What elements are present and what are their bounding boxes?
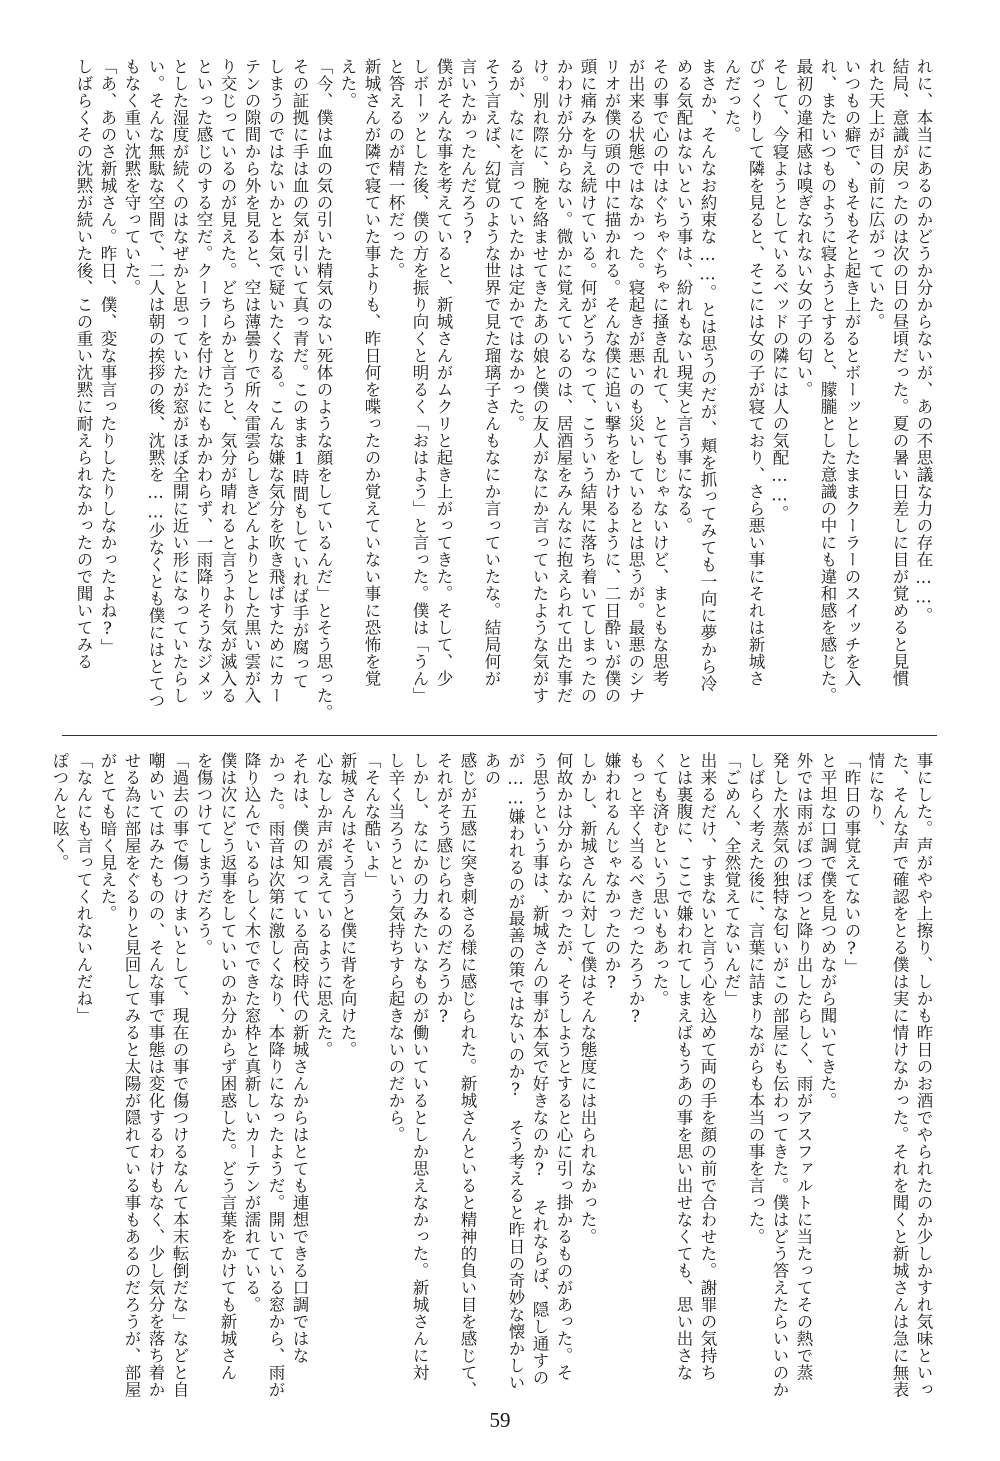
upper-text-line: といった感じのする空だ。クーラーを付けたにもかかわらず、一雨降りそうなジメッ [194, 58, 213, 704]
upper-text-line: 僕がそんな事を考えていると、新城さんがムクリと起き上がってきた。そして、少 [434, 58, 453, 687]
upper-text-line: 頭に痛みを与え続けている。何がどうなって、こういう結果に落ち着いてしまったの [578, 58, 597, 704]
upper-text-line: かわけが分からない。微かに覚えているのは、居酒屋をみんなに抱えられて出た事だ [554, 58, 573, 704]
lower-text-line: 「そんな酷いよ」 [362, 752, 381, 888]
upper-text-line: とした湿度が続くのはなぜかと思っていたが窓がほぼ全開に近い形になっていたらし [170, 58, 189, 704]
lower-text-line: 何故かは分からなかったが、そうしようとすると心に引っ掛かるものがあった。そ [554, 752, 573, 1381]
lower-text-line: しばらく考えた後に、言葉に詰まりながらも本当の事を言った。 [746, 752, 765, 1245]
upper-text-line: まさか、そんなお約束な……。とは思うのだが、頬を抓ってみても一向に夢から冷 [698, 58, 717, 692]
upper-text-line: 最初の違和感は嗅ぎなれない女の子の匂い。 [794, 58, 813, 398]
lower-text-line: 嘲めいてはみたものの、そんな事で事態は変化するわけもなく、少し気分を落ち着か [146, 752, 165, 1398]
upper-text-line: れ、またいつものように寝ようとすると、朦朧とした意識の中にも違和感を感じた。 [818, 58, 837, 704]
lower-text-line: 発した水蒸気の独特な匂いがこの部屋にも伝わってきた。僕はどう答えたらいいのか [770, 752, 789, 1398]
lower-text-line: 僕は次にどう返事をしていいのか分からず困惑した。どう言葉をかけても新城さん [218, 752, 237, 1381]
upper-text-line: しボーッとした後、僕の方を振り向くと明るく「おはよう」と言った。僕は「うん」 [410, 58, 429, 704]
upper-text-line: と答えるのが精一杯だった。 [386, 58, 405, 279]
upper-text-line: そして、今寝ようとしているベッドの隣には人の気配……。 [770, 58, 789, 522]
lower-text-line: ぽつんと呟く。 [50, 752, 69, 871]
lower-text-line: 感じが五感に突き刺さる様に感じられた。新城さんといると精神的負い目を感じて、 [458, 752, 477, 1398]
lower-text-line: しかし、なにかの力みたいなものが働いているとしか思えなかった。新城さんに対 [410, 752, 429, 1381]
lower-text-line: 情になり、 [866, 752, 885, 837]
upper-text-line: い。そんな無駄な空間で、二人は朝の挨拶の後、沈黙を……少なくとも僕にはとてつ [146, 58, 165, 709]
upper-text-line: しまうのではないかと本気で疑いたくなる。こんな嫌な気分を吹き飛ばすためにカー [266, 58, 285, 704]
lower-text-line: がとても暗く見えた。 [98, 752, 117, 922]
lower-text-line: それがそう感じられるのだろうか? [434, 752, 453, 1027]
upper-text-line: しばらくその沈黙が続いた後、この重い沈黙に耐えられなかったので聞いてみる [74, 58, 93, 670]
upper-text-line: もなく重い沈黙を守っていた。 [122, 58, 141, 296]
lower-text-line: 「昨日の事覚えてないの?」 [842, 752, 861, 976]
lower-text-line: かった。雨音は次第に激しくなり、本降りになったようだ。開いている窓から、雨が [266, 752, 285, 1398]
lower-text-line: 心なしか声が震えているように思えた。 [314, 752, 333, 1058]
lower-text-line: う思うという事は、新城さんの事が本気で好きなのか? それならば、隠し通すの [530, 752, 549, 1386]
lower-text-line: た、そんな声で確認をとる僕は実に情けなかった。それを聞くと新城さんは急に無表 [890, 752, 909, 1398]
lower-text-line: それは、僕の知っている高校時代の新城さんからはとても連想できる口調ではな [290, 752, 309, 1364]
upper-text-line: テンの隙間から外を見ると、空は薄曇りで所々雷雲らしきどんよりとした黒い雲が入 [242, 58, 261, 704]
lower-text-line: くても済むという思いもあった。 [650, 752, 669, 1007]
lower-text-line: 「過去の事で傷つけまいとして、現在の事で傷つけるなんて本末転倒だな」などと自 [170, 752, 189, 1398]
upper-text-block [62, 58, 935, 730]
lower-text-line: 外では雨がぽつぽつと降り出したらしく、雨がアスファルトに当たってその熱で蒸 [794, 752, 813, 1381]
upper-text-line: り交じっているのが見えた。どちらかと言うと、気分が晴れると言うより気が滅入る [218, 58, 237, 704]
upper-text-line: れに、本当にあるのかどうか分からないが、あの不思議な力の存在……。 [914, 58, 933, 624]
lower-text-line: 降り込んでいるらしく木でできた窓枠と真新しいカーテンが濡れている。 [242, 752, 261, 1313]
upper-text-line: める気配はないという事は、紛れもない現実と言う事になる。 [674, 58, 693, 534]
upper-text-line: えた。 [338, 58, 357, 109]
lower-text-line: を傷つけてしまうだろう。 [194, 752, 213, 956]
lower-text-line: せる為に部屋をぐるりと見回してみると太陽が隠れている事もあるのだろうが、部屋 [122, 752, 141, 1398]
lower-text-line: 新城さんはそう言うと僕に背を向けた。 [338, 752, 357, 1058]
lower-text-line: が……嫌われるのが最善の策ではないのか? そう考えると昨日の奇妙な懐かしいあの [482, 752, 525, 1391]
upper-text-line: るが、なにを言っていたかは定かではなかった。 [506, 58, 525, 432]
upper-text-line: んだった。 [722, 58, 741, 143]
lower-text-line: 嫌われるんじゃなかったのか? [602, 752, 621, 993]
lower-text-line: し辛く当ろうという気持ちすら起きないのだから。 [386, 752, 405, 1143]
upper-text-line: そう言えば、幻覚のような世界で見た瑠璃子さんもなにか言っていたな。結局何が [482, 58, 501, 687]
lower-text-block [50, 752, 935, 1406]
lower-text-line: 出来るだけ、すまないと言う心を込めて両の手を顔の前で合わせた。謝罪の気持ち [698, 752, 717, 1381]
lower-text-line: と平坦な口調で僕を見つめながら聞いてきた。 [818, 752, 837, 1109]
upper-text-line: その証拠に手は血の気が引いて真っ青だ。このまま1時間もしていれば手が腐って [290, 58, 309, 690]
lower-text-line: 事にした。声がやや上擦り、しかも昨日のお酒でやられたのか少しかすれ気味といっ [914, 752, 933, 1398]
upper-text-line: 言いたかったんだろう? [458, 58, 477, 248]
upper-text-line: 新城さんが隣で寝ていた事よりも、昨日何を喋ったのか覚えていない事に恐怖を覚 [362, 58, 381, 687]
upper-text-line: 「今、僕は血の気の引いた精気のない死体のような顔をしているんだ」とそう思った。 [314, 58, 333, 721]
upper-text-line: いつもの癖で、もそもそと起き上がるとボーッとしたままクーラーのスイッチを入 [842, 58, 861, 687]
section-divider [62, 735, 937, 736]
upper-text-line: れた天上が目の前に広がっていた。 [866, 58, 885, 330]
page-number: 59 [489, 1408, 511, 1432]
upper-text-line: その事で心の中はぐちゃぐちゃに掻き乱れて、とてもじゃないけど、まともな思考 [650, 58, 669, 687]
upper-text-line: リオが僕の頭の中に描かれる。そんな僕に追い撃ちをかけるように、二日酔いが僕の [602, 58, 621, 704]
lower-text-line: とは裏腹に、ここで嫌われてしまえばもうあの事を思い出せなくても、思い出さな [674, 752, 693, 1381]
lower-text-line: もっと辛く当るべきだったろうか? [626, 752, 645, 1027]
lower-text-line: 「なんにも言ってくれないんだね」 [74, 752, 93, 1024]
upper-text-line: 結局、意識が戻ったのは次の日の昼頃だった。夏の暑い日差しに目が覚めると見慣 [890, 58, 909, 687]
upper-text-line: が出来る状態ではなかった。寝起きが悪いのも災いしているとは思うが。最悪のシナ [626, 58, 645, 704]
lower-text-line: 「ごめん、全然覚えてないんだ」 [722, 752, 741, 1007]
upper-text-line: びっくりして隣を見ると、そこには女の子が寝ており、さら悪い事にそれは新城さ [746, 58, 765, 687]
lower-text-line: しかし、新城さんに対して僕はそんな態度には出られなかった。 [578, 752, 597, 1245]
upper-text-line: 「あ、あのさ新城さん。昨日、僕、変な事言ったりしたりしなかったよね?」 [98, 58, 117, 656]
upper-text-line: け。別れ際に、腕を絡ませてきたあの娘と僕の友人がなにか言っていたような気がす [530, 58, 549, 704]
